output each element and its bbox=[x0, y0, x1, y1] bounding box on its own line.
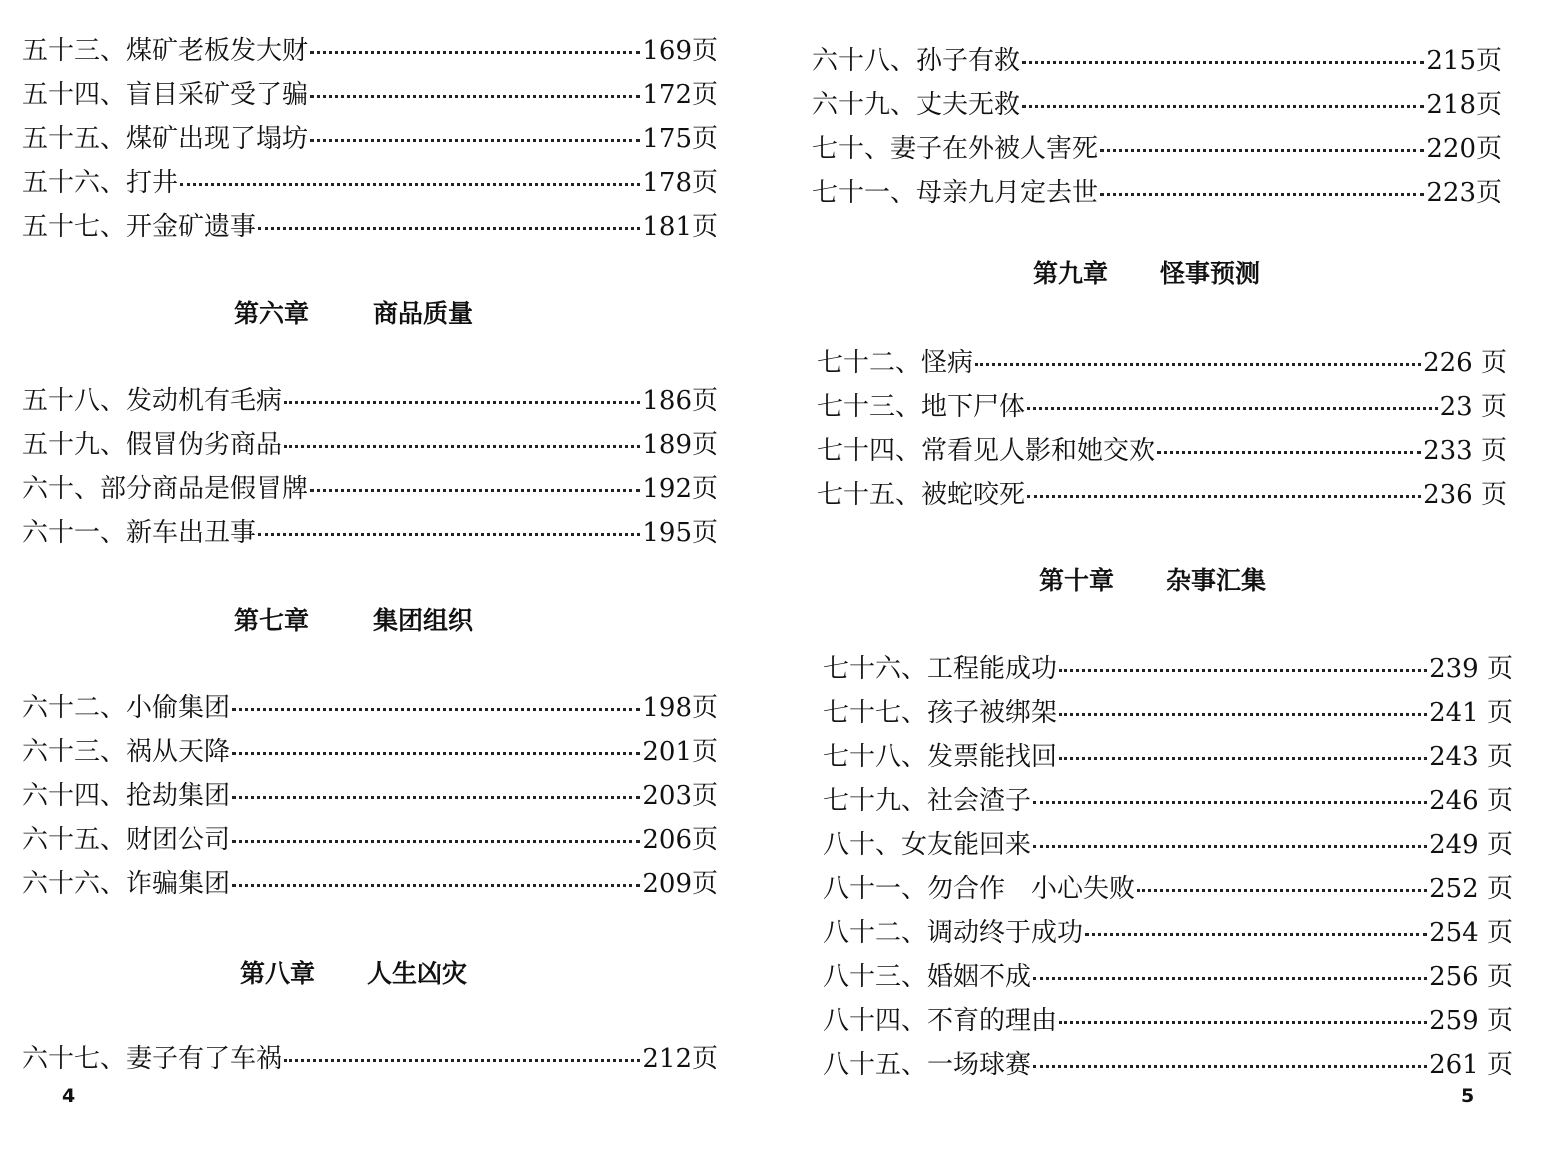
toc-group bbox=[817, 338, 1507, 514]
entry-title: 七十四、常看见人影和她交欢 bbox=[817, 435, 1156, 466]
dot-leader bbox=[310, 95, 640, 98]
toc-entry bbox=[817, 382, 1507, 426]
toc-entry bbox=[823, 1040, 1513, 1084]
dot-leader bbox=[232, 884, 640, 887]
toc-group bbox=[22, 26, 718, 246]
page-number: 5 bbox=[1461, 1085, 1475, 1107]
dot-leader bbox=[284, 445, 640, 448]
entry-title: 八十一、勿合作 小心失败 bbox=[823, 873, 1136, 904]
toc-entry bbox=[22, 158, 718, 202]
entry-title: 五十七、开金矿遗事 bbox=[22, 211, 257, 242]
entry-page: 241 页 bbox=[1429, 697, 1513, 728]
toc-entry bbox=[812, 168, 1502, 212]
entry-page: 261 页 bbox=[1429, 1049, 1513, 1080]
entry-title: 六十四、抢劫集团 bbox=[22, 780, 231, 811]
entry-page: 212页 bbox=[642, 1043, 718, 1074]
toc-group bbox=[812, 36, 1502, 212]
chapter-heading bbox=[234, 601, 473, 637]
entry-page: 209页 bbox=[642, 868, 718, 899]
entry-title: 五十八、发动机有毛病 bbox=[22, 385, 283, 416]
toc-entry bbox=[817, 426, 1507, 470]
entry-title: 七十八、发票能找回 bbox=[823, 741, 1058, 772]
toc-entry bbox=[823, 688, 1513, 732]
entry-page: 195页 bbox=[642, 517, 718, 548]
entry-title: 六十五、财团公司 bbox=[22, 824, 231, 855]
toc-entry bbox=[22, 815, 718, 859]
entry-page: 189页 bbox=[642, 429, 718, 460]
entry-title: 五十三、煤矿老板发大财 bbox=[22, 35, 309, 66]
toc-group bbox=[22, 376, 718, 552]
entry-page: 249 页 bbox=[1429, 829, 1513, 860]
dot-leader bbox=[1085, 933, 1427, 936]
toc-entry bbox=[22, 464, 718, 508]
toc-entry bbox=[823, 732, 1513, 776]
page-number: 4 bbox=[62, 1085, 76, 1107]
dot-leader bbox=[1059, 713, 1427, 716]
chapter-heading bbox=[1033, 254, 1260, 290]
dot-leader bbox=[232, 796, 640, 799]
entry-page: 256 页 bbox=[1429, 961, 1513, 992]
entry-page: 220页 bbox=[1426, 133, 1502, 164]
toc-entry bbox=[22, 376, 718, 420]
toc-entry bbox=[823, 864, 1513, 908]
dot-leader bbox=[310, 489, 640, 492]
dot-leader bbox=[232, 752, 640, 755]
entry-page: 215页 bbox=[1426, 45, 1502, 76]
entry-page: 186页 bbox=[642, 385, 718, 416]
entry-page: 233 页 bbox=[1423, 435, 1507, 466]
entry-page: 259 页 bbox=[1429, 1005, 1513, 1036]
dot-leader bbox=[1022, 105, 1424, 108]
toc-entry bbox=[22, 683, 718, 727]
toc-entry bbox=[22, 70, 718, 114]
dot-leader bbox=[310, 51, 640, 54]
entry-title: 八十、女友能回来 bbox=[823, 829, 1032, 860]
entry-page: 169页 bbox=[642, 35, 718, 66]
entry-title: 六十七、妻子有了车祸 bbox=[22, 1043, 283, 1074]
chapter-title: 人生凶灾 bbox=[367, 959, 468, 988]
chapter-title: 怪事预测 bbox=[1160, 259, 1261, 288]
entry-page: 223页 bbox=[1426, 177, 1502, 208]
dot-leader bbox=[1059, 669, 1427, 672]
toc-entry bbox=[817, 338, 1507, 382]
entry-page: 198页 bbox=[642, 692, 718, 723]
dot-leader bbox=[1033, 801, 1427, 804]
entry-title: 六十、部分商品是假冒牌 bbox=[22, 473, 309, 504]
entry-page: 181页 bbox=[642, 211, 718, 242]
dot-leader bbox=[1027, 495, 1421, 498]
entry-title: 六十六、诈骗集团 bbox=[22, 868, 231, 899]
dot-leader bbox=[975, 363, 1421, 366]
chapter-title: 商品质量 bbox=[373, 299, 474, 328]
entry-page: 172页 bbox=[642, 79, 718, 110]
toc-entry bbox=[22, 859, 718, 903]
entry-title: 七十一、母亲九月定去世 bbox=[812, 177, 1099, 208]
entry-title: 七十七、孩子被绑架 bbox=[823, 697, 1058, 728]
dot-leader bbox=[284, 401, 640, 404]
entry-page: 243 页 bbox=[1429, 741, 1513, 772]
chapter-number: 第九章 bbox=[1033, 259, 1109, 288]
entry-title: 六十九、丈夫无救 bbox=[812, 89, 1021, 120]
dot-leader bbox=[1027, 407, 1438, 410]
entry-page: 254 页 bbox=[1429, 917, 1513, 948]
toc-entry bbox=[22, 727, 718, 771]
chapter-title: 杂事汇集 bbox=[1166, 566, 1267, 595]
dot-leader bbox=[1100, 149, 1424, 152]
toc-entry bbox=[823, 952, 1513, 996]
toc-entry bbox=[22, 508, 718, 552]
dot-leader bbox=[258, 533, 640, 536]
entry-title: 五十五、煤矿出现了塌坊 bbox=[22, 123, 309, 154]
dot-leader bbox=[284, 1059, 640, 1062]
chapter-heading bbox=[240, 954, 467, 990]
entry-title: 六十三、祸从天降 bbox=[22, 736, 231, 767]
toc-entry bbox=[817, 470, 1507, 514]
toc-entry bbox=[823, 820, 1513, 864]
toc-group bbox=[823, 644, 1513, 1084]
entry-title: 七十六、工程能成功 bbox=[823, 653, 1058, 684]
toc-entry bbox=[823, 644, 1513, 688]
entry-title: 八十三、婚姻不成 bbox=[823, 961, 1032, 992]
chapter-title: 集团组织 bbox=[373, 606, 474, 635]
entry-page: 226 页 bbox=[1423, 347, 1507, 378]
entry-title: 七十五、被蛇咬死 bbox=[817, 479, 1026, 510]
entry-page: 23 页 bbox=[1439, 391, 1507, 422]
chapter-heading bbox=[234, 294, 473, 330]
dot-leader bbox=[232, 708, 640, 711]
toc-group bbox=[22, 683, 718, 903]
entry-page: 206页 bbox=[642, 824, 718, 855]
entry-page: 178页 bbox=[642, 167, 718, 198]
toc-entry bbox=[812, 36, 1502, 80]
dot-leader bbox=[1059, 1021, 1427, 1024]
dot-leader bbox=[1100, 193, 1424, 196]
chapter-number: 第六章 bbox=[234, 299, 310, 328]
dot-leader bbox=[1022, 61, 1424, 64]
entry-title: 七十九、社会渣子 bbox=[823, 785, 1032, 816]
right-page bbox=[771, 0, 1542, 1153]
entry-title: 五十四、盲目采矿受了骗 bbox=[22, 79, 309, 110]
entry-page: 175页 bbox=[642, 123, 718, 154]
entry-title: 七十三、地下尸体 bbox=[817, 391, 1026, 422]
toc-entry bbox=[823, 908, 1513, 952]
entry-title: 七十二、怪病 bbox=[817, 347, 974, 378]
entry-page: 239 页 bbox=[1429, 653, 1513, 684]
entry-page: 201页 bbox=[642, 736, 718, 767]
entry-title: 七十、妻子在外被人害死 bbox=[812, 133, 1099, 164]
entry-page: 218页 bbox=[1426, 89, 1502, 120]
dot-leader bbox=[1137, 889, 1427, 892]
entry-title: 五十六、打井 bbox=[22, 167, 179, 198]
toc-entry bbox=[22, 26, 718, 70]
dot-leader bbox=[1033, 1065, 1427, 1068]
dot-leader bbox=[1059, 757, 1427, 760]
entry-page: 246 页 bbox=[1429, 785, 1513, 816]
chapter-heading bbox=[1039, 561, 1266, 597]
entry-title: 八十五、一场球赛 bbox=[823, 1049, 1032, 1080]
dot-leader bbox=[232, 840, 640, 843]
entry-page: 203页 bbox=[642, 780, 718, 811]
dot-leader bbox=[310, 139, 640, 142]
entry-page: 252 页 bbox=[1429, 873, 1513, 904]
entry-title: 六十八、孙子有救 bbox=[812, 45, 1021, 76]
dot-leader bbox=[1157, 451, 1421, 454]
toc-entry bbox=[22, 202, 718, 246]
chapter-number: 第十章 bbox=[1039, 566, 1115, 595]
entry-title: 六十一、新车出丑事 bbox=[22, 517, 257, 548]
entry-title: 六十二、小偷集团 bbox=[22, 692, 231, 723]
toc-entry bbox=[823, 996, 1513, 1040]
entry-title: 八十四、不育的理由 bbox=[823, 1005, 1058, 1036]
toc-entry bbox=[823, 776, 1513, 820]
chapter-number: 第八章 bbox=[240, 959, 316, 988]
toc-entry bbox=[22, 420, 718, 464]
chapter-number: 第七章 bbox=[234, 606, 310, 635]
toc-group bbox=[22, 1034, 718, 1078]
dot-leader bbox=[1033, 845, 1427, 848]
toc-entry bbox=[22, 114, 718, 158]
toc-entry bbox=[812, 124, 1502, 168]
toc-entry bbox=[812, 80, 1502, 124]
dot-leader bbox=[258, 227, 640, 230]
toc-entry bbox=[22, 1034, 718, 1078]
dot-leader bbox=[1033, 977, 1427, 980]
dot-leader bbox=[180, 183, 640, 186]
entry-title: 五十九、假冒伪劣商品 bbox=[22, 429, 283, 460]
entry-title: 八十二、调动终于成功 bbox=[823, 917, 1084, 948]
toc-entry bbox=[22, 771, 718, 815]
entry-page: 236 页 bbox=[1423, 479, 1507, 510]
entry-page: 192页 bbox=[642, 473, 718, 504]
